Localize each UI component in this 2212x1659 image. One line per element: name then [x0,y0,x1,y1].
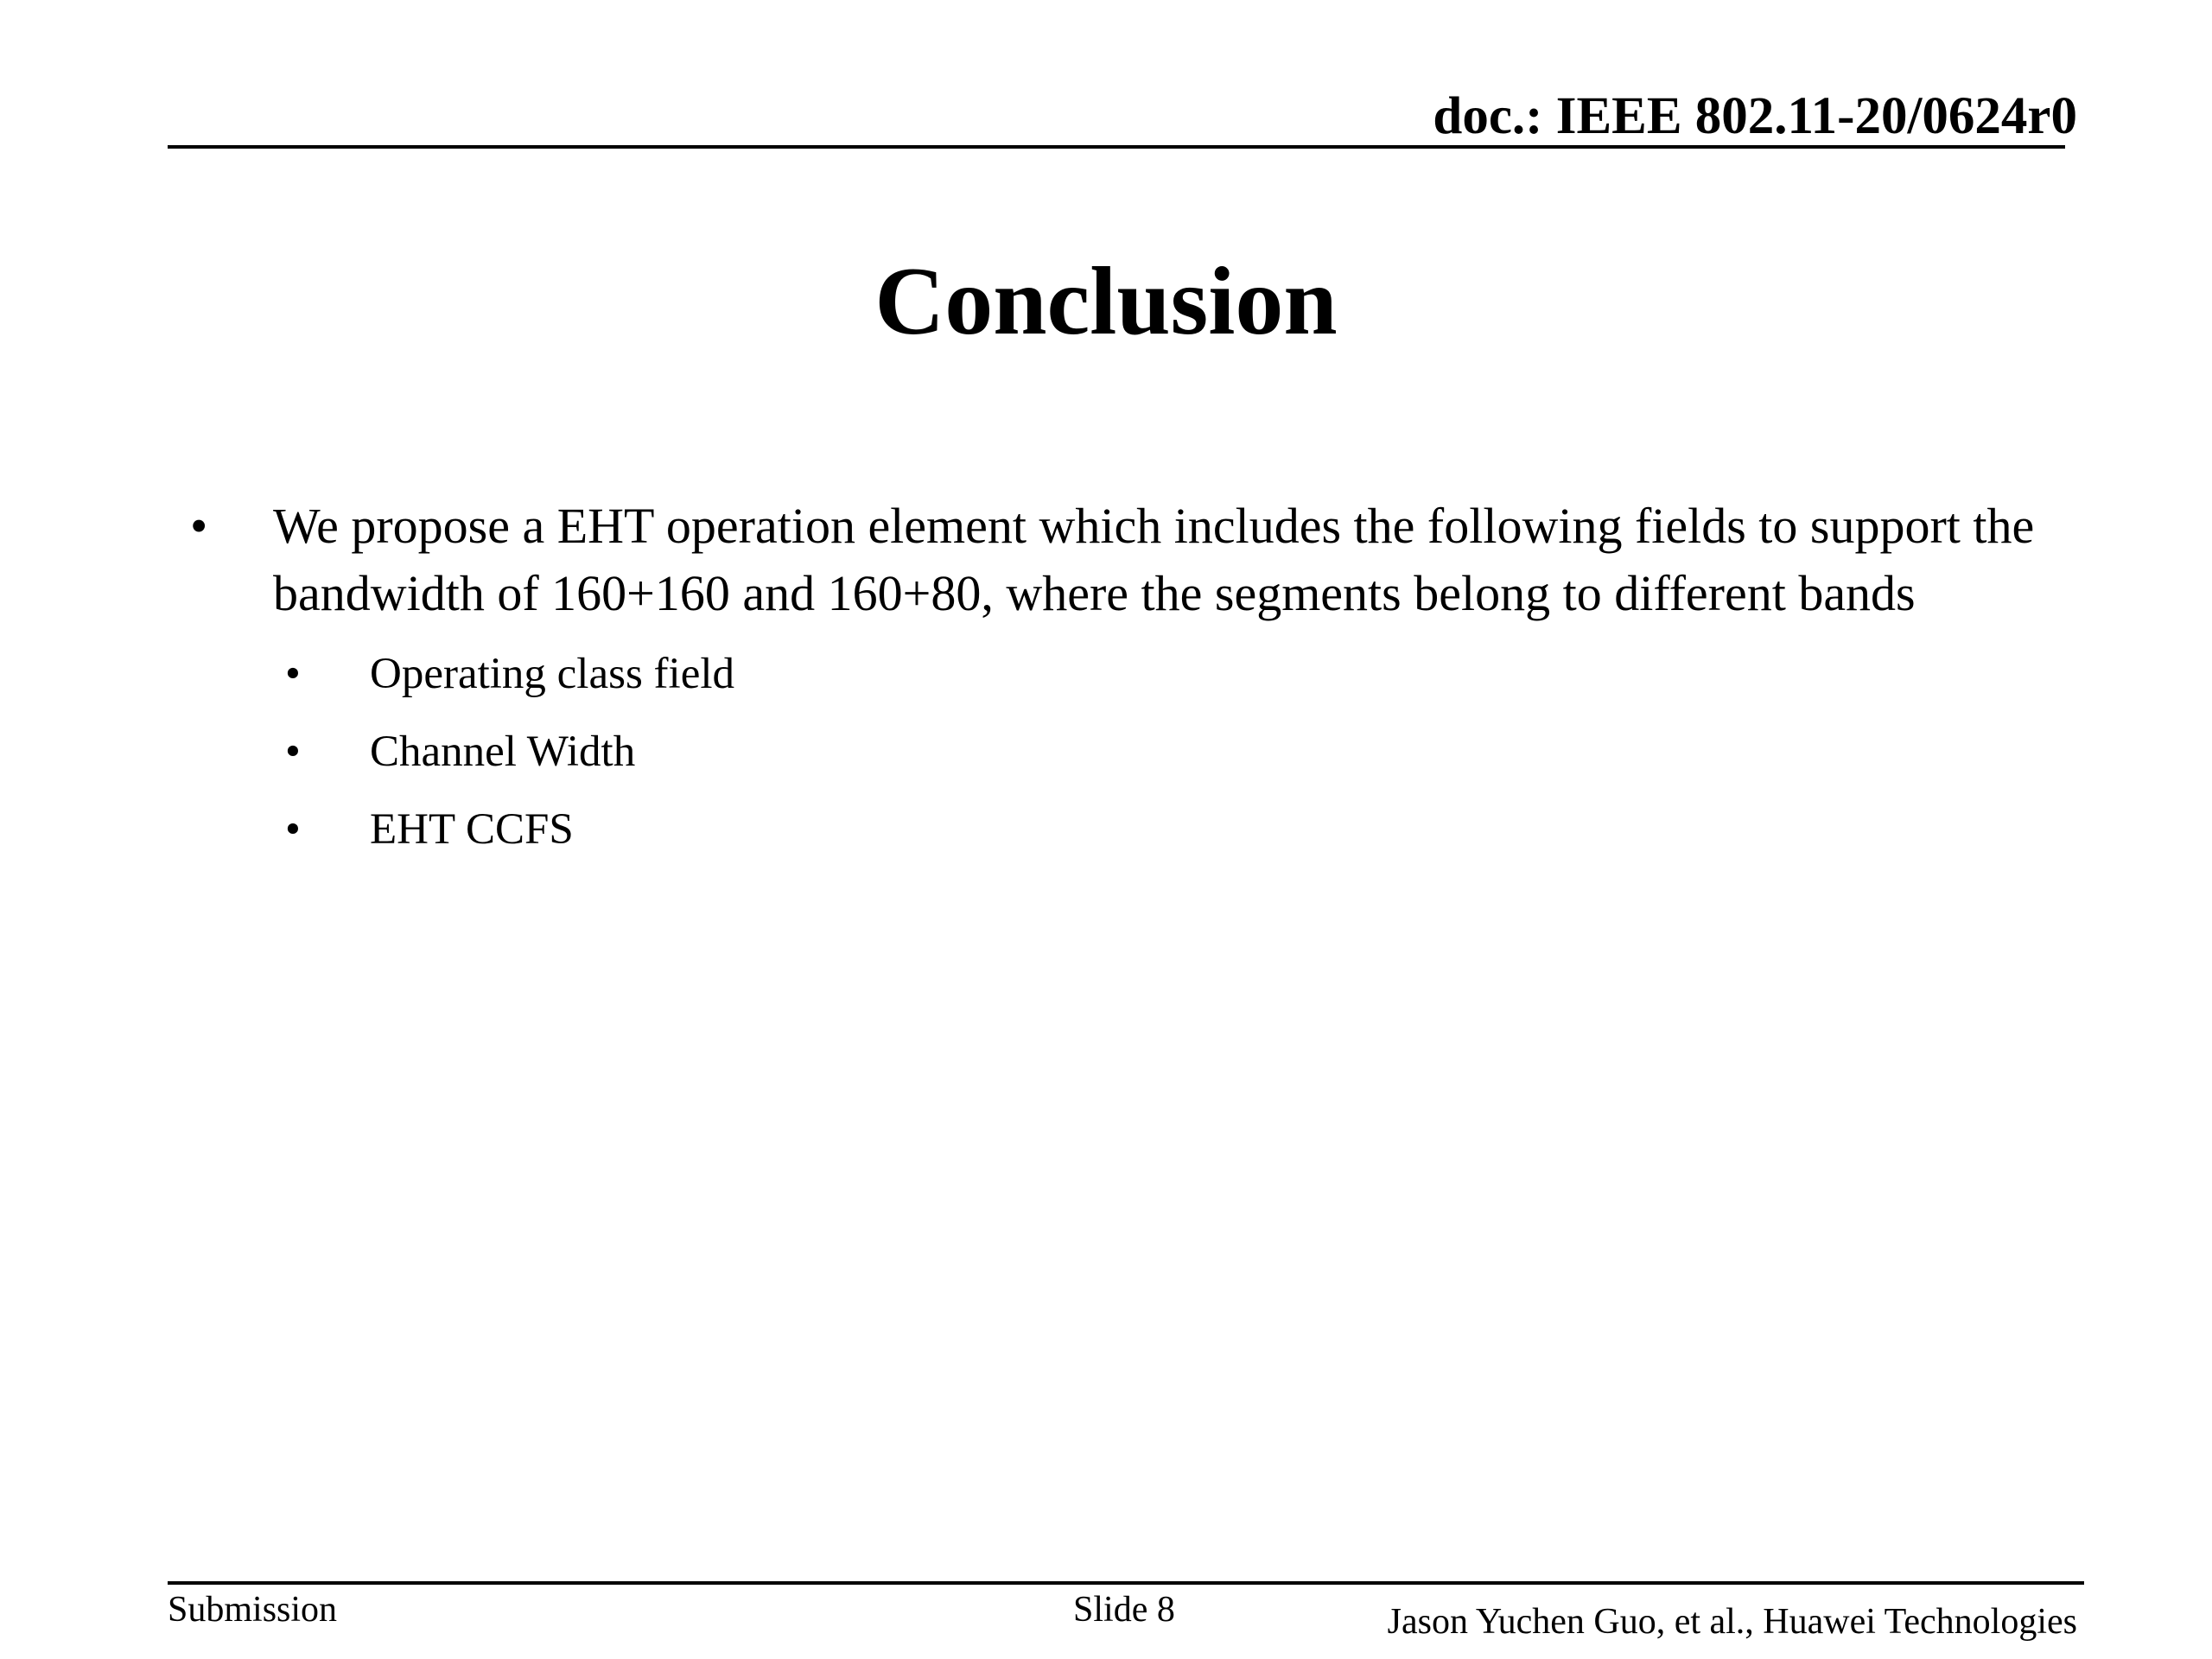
sub-bullet-text: EHT CCFS [370,805,574,854]
sub-bullet-marker: • [285,805,301,854]
sub-bullet-list [173,643,2082,861]
bullet-marker: • [190,498,208,554]
slide-content [173,493,2082,876]
bullet-text: We propose a EHT operation element which includes the following fields to support the bandwidth of 160+160 and 160+80, where the segments belong to different bands [273,498,2035,621]
sub-bullet-marker: • [285,650,301,698]
sub-bullet-item [173,643,2082,705]
header-divider [168,145,2065,149]
sub-bullet-item [173,798,2082,861]
footer-submission-label: Submission [168,1590,338,1630]
sub-bullet-text: Channel Width [370,728,636,776]
footer-divider [168,1581,2084,1585]
footer-authors: Jason Yuchen Guo, et al., Huawei Technologies [1387,1602,2077,1642]
slide-title: Conclusion [874,248,1338,355]
sub-bullet-marker: • [285,728,301,776]
sub-bullet-text: Operating class field [370,650,735,698]
slide-number: Slide 8 [1073,1590,1175,1630]
bullet-item [173,493,2082,627]
sub-bullet-item [173,721,2082,783]
document-id: doc.: IEEE 802.11-20/0624r0 [1433,87,2077,145]
